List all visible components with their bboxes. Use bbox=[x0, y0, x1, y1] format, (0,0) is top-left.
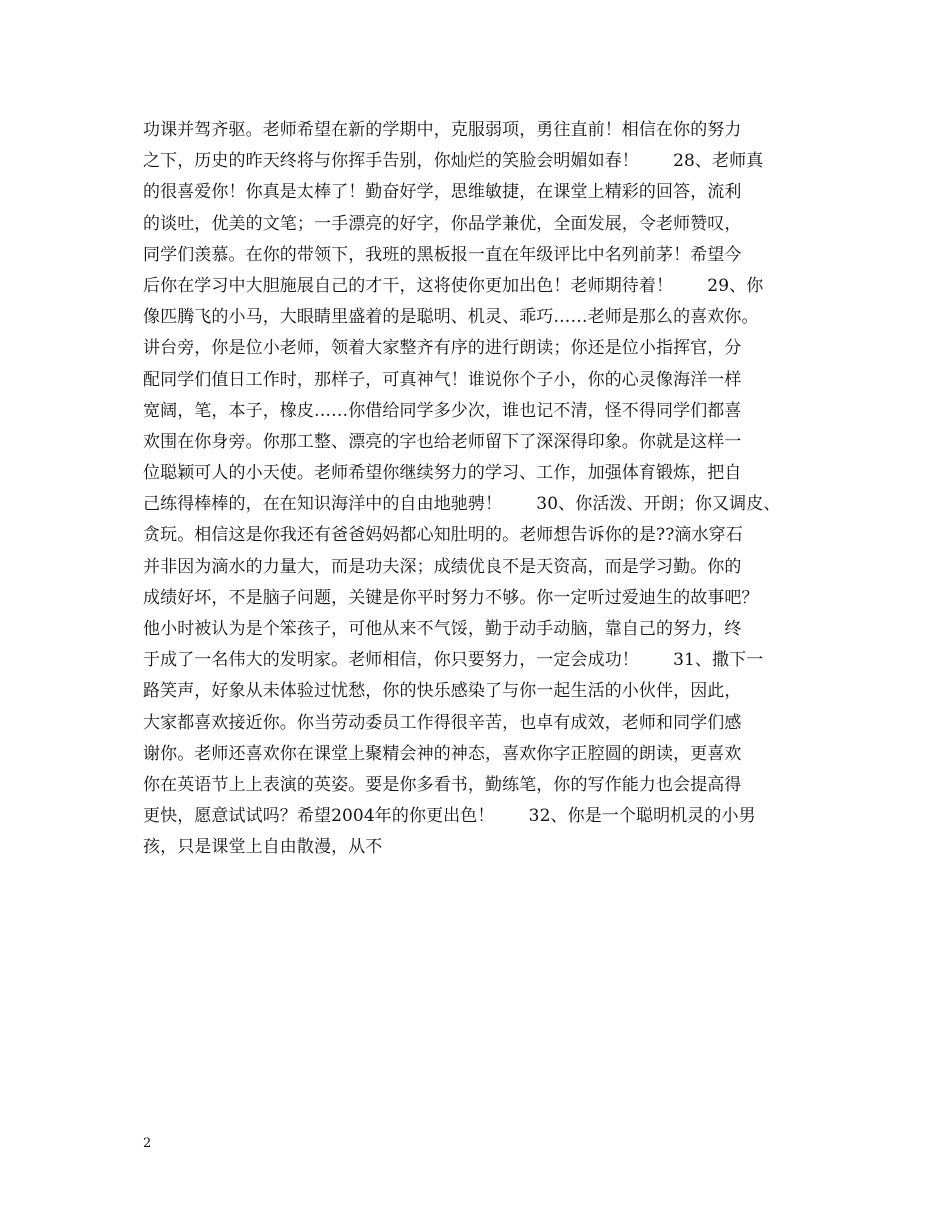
text-line: 之下，历史的昨天终将与你挥手告别，你灿烂的笑脸会明媚如春！ 28、老师真 bbox=[143, 151, 764, 172]
text-line: 更快，愿意试试吗？希望2004年的你更出色！ 32、你是一个聪明机灵的小男 bbox=[143, 806, 756, 827]
text-line: 同学们羡慕。在你的带领下，我班的黑板报一直在年级评比中名列前茅！希望今 bbox=[143, 244, 742, 265]
text-line: 你在英语节上上表演的英姿。要是你多看书，勤练笔，你的写作能力也会提高得 bbox=[143, 774, 742, 795]
text-line: 的很喜爱你！你真是太棒了！勤奋好学，思维敏捷，在课堂上精彩的回答，流利 bbox=[143, 182, 742, 203]
text-line: 谢你。老师还喜欢你在课堂上聚精会神的神态，喜欢你字正腔圆的朗读，更喜欢 bbox=[143, 743, 742, 764]
body-text bbox=[143, 115, 823, 864]
text-line: 像匹腾飞的小马，大眼睛里盛着的是聪明、机灵、乖巧……老师是那么的喜欢你。 bbox=[143, 307, 759, 328]
text-line: 于成了一名伟大的发明家。老师相信，你只要努力，一定会成功！ 31、撒下一 bbox=[143, 650, 764, 671]
text-line: 后你在学习中大胆施展自己的才干，这将使你更加出色！老师期待着！ 29、你 bbox=[143, 275, 764, 296]
text-line: 路笑声，好象从未体验过忧愁，你的快乐感染了与你一起生活的小伙伴，因此， bbox=[143, 681, 742, 702]
text-line: 孩，只是课堂上自由散漫，从不 bbox=[143, 837, 383, 858]
text-line: 配同学们值日工作时，那样子，可真神气！谁说你个子小，你的心灵像海洋一样 bbox=[143, 369, 742, 390]
text-line: 并非因为滴水的力量大，而是功夫深；成绩优良不是天资高，而是学习勤。你的 bbox=[143, 556, 742, 577]
text-line: 贪玩。相信这是你我还有爸爸妈妈都心知肚明的。老师想告诉你的是??滴水穿石 bbox=[143, 525, 743, 546]
text-line: 大家都喜欢接近你。你当劳动委员工作得很辛苦，也卓有成效，老师和同学们感 bbox=[143, 712, 742, 733]
text-line: 位聪颖可人的小天使。老师希望你继续努力的学习、工作，加强体育锻炼，把自 bbox=[143, 463, 742, 484]
page-number: 2 bbox=[143, 1136, 152, 1151]
text-line: 欢围在你身旁。你那工整、漂亮的字也给老师留下了深深得印象。你就是这样一 bbox=[143, 431, 742, 452]
text-line: 成绩好坏，不是脑子问题，关键是你平时努力不够。你一定听过爱迪生的故事吧？ bbox=[143, 587, 759, 608]
text-line: 己练得棒棒的，在在知识海洋中的自由地驰骋！ 30、你活泼、开朗；你又调皮、 bbox=[143, 494, 781, 515]
text-line: 功课并驾齐驱。老师希望在新的学期中，克服弱项，勇往直前！相信在你的努力 bbox=[143, 120, 742, 140]
text-line: 的谈吐，优美的文笔；一手漂亮的好字，你品学兼优，全面发展，令老师赞叹， bbox=[143, 213, 742, 234]
text-line: 讲台旁，你是位小老师，领着大家整齐有序的进行朗读；你还是位小指挥官，分 bbox=[143, 338, 742, 359]
text-line: 宽阔，笔，本子，橡皮……你借给同学多少次，谁也记不清，怪不得同学们都喜 bbox=[143, 400, 742, 421]
text-line: 他小时被认为是个笨孩子，可他从来不气馁，勤于动手动脑，靠自己的努力，终 bbox=[143, 619, 742, 639]
